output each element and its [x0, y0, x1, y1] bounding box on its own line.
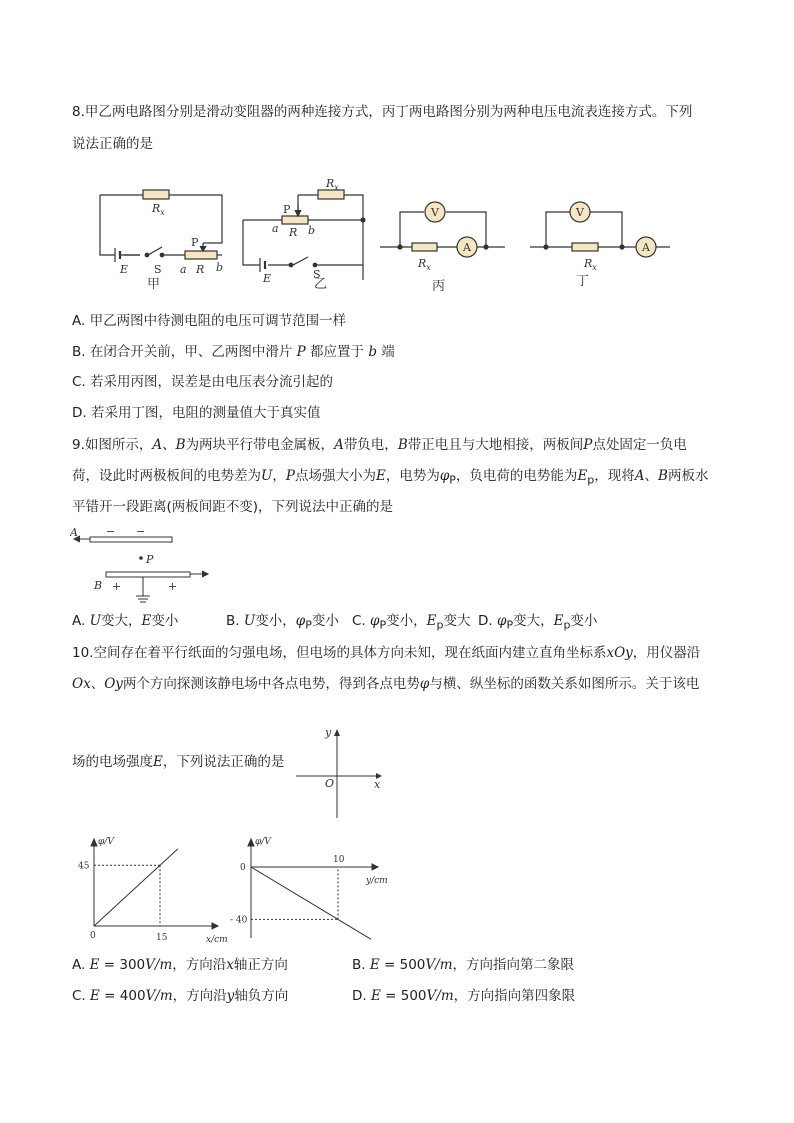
- jia-switch: [148, 247, 162, 255]
- plate-a: [90, 537, 172, 542]
- q10-stem-line1: 10.空间存在着平行纸面的匀强电场，但电场的具体方向未知，现在纸面内建立直角坐标系xOy，用仪器沿: [72, 645, 701, 661]
- q10-stem-line3: 场的电场强度E，下列说法正确的是: [72, 754, 285, 770]
- x-axis-label: x: [374, 778, 381, 791]
- phi-axis-label: φ/V: [98, 837, 114, 847]
- tick-label-2: - 40: [230, 915, 248, 926]
- q10-coordinate-axes: [294, 724, 390, 820]
- q9-plates-figure: [70, 524, 220, 608]
- bing-rx-label: $R_x$: [418, 257, 431, 272]
- q9-stem-line1: 9.如图所示，A、B为两块平行带电金属板，A带负电，B带正电且与大地相接，两板间P点处固定一负电: [72, 437, 687, 453]
- q9-option-d[interactable]: D. $\varphi_P$变大，$E_p$变小: [478, 613, 598, 632]
- point-p-label: P: [146, 553, 154, 566]
- bing-a-label: A: [463, 241, 471, 254]
- jia-e-label: E: [120, 263, 129, 276]
- q10-option-a[interactable]: A. E = 300V/m，方向沿x轴正方向: [72, 957, 288, 973]
- jia-a-label: a: [180, 263, 187, 276]
- phi-axis-arrow: [248, 839, 254, 846]
- q8-option-d[interactable]: D. 若采用丁图，电阻的测量值大于真实值: [72, 405, 321, 421]
- q8-stem-line1: 8.甲乙两电路图分别是滑动变阻器的两种连接方式，丙丁两电路图分别为两种电压电流表连接方式。下列: [72, 104, 693, 120]
- phi-x-chart: [68, 832, 238, 946]
- jia-rheostat: [185, 251, 217, 259]
- jia-caption: 甲: [147, 277, 161, 292]
- ding-a-label: A: [642, 241, 650, 254]
- yi-s-label: S: [313, 268, 321, 281]
- q8-option-a[interactable]: A. 甲乙两图中待测电阻的电压可调节范围一样: [72, 313, 347, 329]
- jia-r-label: R: [196, 263, 205, 276]
- q10-option-b[interactable]: B. E = 500V/m，方向指向第二象限: [352, 957, 575, 973]
- axis-arrowheads: [334, 729, 382, 779]
- plate-b-label: B: [94, 579, 103, 592]
- q10-option-c[interactable]: C. E = 400V/m，方向沿y轴负方向: [72, 988, 289, 1004]
- q9-option-a[interactable]: A. U变大，E变小: [72, 613, 179, 629]
- tick-label-0: 0: [90, 931, 96, 941]
- jia-rx-resistor: [143, 190, 169, 199]
- yi-p-label: P: [283, 203, 291, 216]
- ding-rx-label: $R_x$: [584, 257, 597, 272]
- phi-y-chart: [228, 832, 398, 946]
- plate-b-plus-1: +: [112, 580, 122, 593]
- yi-a-label: a: [272, 222, 279, 235]
- ding-caption: 丁: [576, 274, 590, 289]
- q8-circuit-figures: [90, 175, 690, 295]
- horizontal-axis-label: x/cm: [206, 935, 228, 945]
- phi-axis-arrow: [91, 839, 97, 846]
- yi-rx-label: $R_x$: [326, 177, 339, 192]
- yi-r-label: R: [289, 226, 298, 239]
- yi-rx-resistor: [318, 190, 344, 199]
- jia-s-label: S: [154, 263, 162, 276]
- yi-b-label: b: [308, 224, 316, 237]
- tick-label-1: 0: [240, 863, 246, 873]
- tick-label-0: 10: [333, 855, 345, 865]
- tick-label-1: 15: [156, 933, 168, 943]
- yi-rheostat: [282, 216, 308, 224]
- point-p: [139, 556, 143, 560]
- horizontal-axis-arrow: [372, 864, 378, 870]
- q10-option-d[interactable]: D. E = 500V/m，方向指向第四象限: [352, 988, 576, 1004]
- q8-option-c[interactable]: C. 若采用丙图，误差是由电压表分流引起的: [72, 374, 334, 390]
- y-axis-label: y: [325, 726, 332, 739]
- plate-a-minus-1: −: [106, 525, 116, 538]
- bing-v-label: V: [431, 206, 439, 219]
- plate-a-minus-2: −: [136, 525, 146, 538]
- origin-label: O: [325, 777, 335, 790]
- q9-option-c[interactable]: C. $\varphi_P$变小，$E_p$变大: [352, 613, 471, 632]
- q10-stem-line2: Ox、Oy两个方向探测该静电场中各点电势，得到各点电势φ与横、纵坐标的函数关系如图所示。关于该电: [72, 676, 700, 692]
- bing-rx-resistor: [412, 243, 437, 251]
- horizontal-axis-arrow: [212, 923, 218, 929]
- q9-option-b[interactable]: B. U变小，$\varphi_P$变小: [226, 613, 339, 632]
- q8-stem-line2: 说法正确的是: [72, 136, 153, 152]
- yi-caption: 乙: [314, 277, 328, 292]
- plate-b-plus-2: +: [168, 580, 178, 593]
- phi-axis-label: φ/V: [255, 837, 271, 847]
- plate-a-label: A: [70, 526, 78, 539]
- jia-p-label: P: [191, 236, 199, 249]
- ding-rx-resistor: [572, 243, 598, 251]
- q9-stem-line2: 荷，设此时两极板间的电势差为U，P点场强大小为E，电势为$\varphi_P$，负电荷的电势能为$E_p$，现将A、B两板水: [72, 468, 709, 487]
- jia-b-label: b: [216, 261, 224, 274]
- ding-v-label: V: [576, 206, 584, 219]
- plate-b: [106, 572, 190, 577]
- phi-data-line: [94, 849, 178, 926]
- phi-data-line: [251, 867, 371, 939]
- bing-caption: 丙: [432, 279, 446, 294]
- horizontal-axis-label: y/cm: [366, 876, 388, 886]
- q9-stem-line3: 平错开一段距离(两板间距不变)，下列说法中正确的是: [72, 499, 394, 515]
- tick-label-2: 45: [78, 861, 90, 872]
- jia-rx-label: $R_x$: [152, 202, 165, 217]
- q8-option-b[interactable]: B. 在闭合开关前，甲、乙两图中滑片 P 都应置于 b 端: [72, 344, 395, 360]
- yi-e-label: E: [263, 272, 272, 285]
